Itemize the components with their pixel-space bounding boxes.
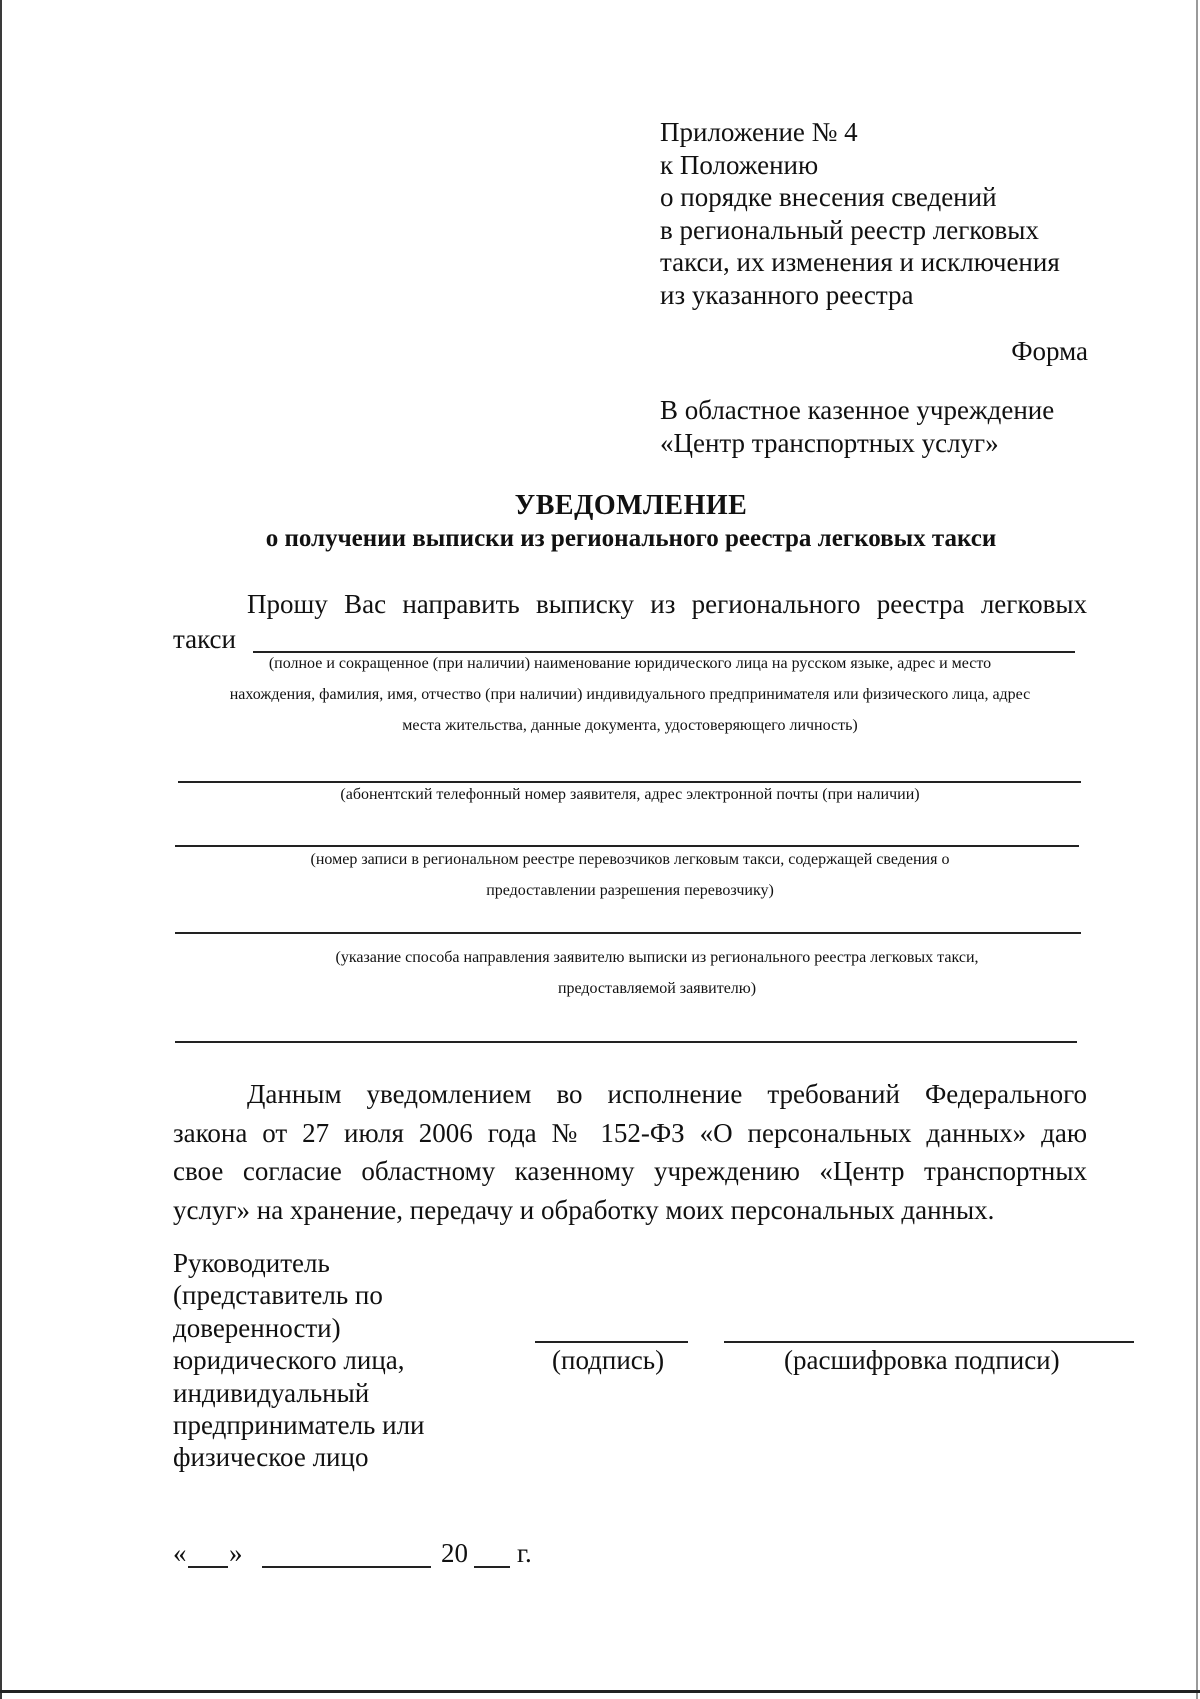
signer-line: (представитель по xyxy=(173,1280,383,1311)
signature-decryption-field-line[interactable] xyxy=(724,1341,1134,1343)
signature-field-line[interactable] xyxy=(535,1341,688,1343)
appendix-line: о порядке внесения сведений xyxy=(660,182,997,212)
hint-line: нахождения, фамилия, имя, отчество (при наличии) индивидуального предпринимателя или физического лица, адрес xyxy=(229,686,1031,703)
date-open-quote: « xyxy=(173,1538,187,1568)
delivery-method-field-hint xyxy=(200,942,1114,1004)
page-edge-left xyxy=(0,0,2,1699)
signer-line: юридического лица, xyxy=(173,1345,405,1376)
page-edge-right xyxy=(1196,0,1198,1699)
registry-record-field-hint xyxy=(173,844,1087,906)
signer-line: Руководитель xyxy=(173,1248,330,1278)
signer-role xyxy=(173,1247,425,1474)
appendix-line: к Положению xyxy=(660,149,819,180)
signer-line: индивидуальный xyxy=(173,1377,370,1408)
applicant-field-hint xyxy=(173,648,1087,741)
document-subtitle: о получении выписки из регионального реестра легковых такси xyxy=(265,525,997,552)
signer-line: предприниматель или xyxy=(173,1410,425,1441)
hint-line: места жительства, данные документа, удостоверяющего личность) xyxy=(402,717,858,734)
additional-field-line[interactable] xyxy=(175,1041,1077,1043)
date-day-field-line[interactable] xyxy=(188,1566,228,1568)
appendix-line: Приложение № 4 xyxy=(660,117,858,147)
hint-line: (указание способа направления заявителю выписки из регионального реестра легковых такси, xyxy=(335,949,979,966)
addressee-line: В областное казенное учреждение xyxy=(660,395,1055,425)
document-title: УВЕДОМЛЕНИЕ xyxy=(514,490,748,521)
appendix-line: в региональный реестр легковых xyxy=(660,214,1039,245)
date-year-field-line[interactable] xyxy=(474,1566,510,1568)
consent-line: свое согласие областному казенному учреждению «Центр транспортных xyxy=(173,1156,1087,1186)
hint-line: предоставлении разрешения перевозчику) xyxy=(486,882,774,899)
hint-line: предоставляемой заявителю) xyxy=(557,980,757,997)
consent-line: закона от 27 июля 2006 года № 152-ФЗ «О персональных данных» даю xyxy=(173,1117,1087,1148)
contact-field-hint xyxy=(173,779,1087,810)
date-month-field-line[interactable] xyxy=(262,1566,431,1568)
form-label: Форма xyxy=(1011,336,1088,366)
consent-paragraph xyxy=(173,1075,1087,1229)
page-edge-bottom xyxy=(0,1690,1200,1693)
delivery-method-field-line[interactable] xyxy=(175,932,1081,934)
request-text-continuation: такси xyxy=(173,624,236,654)
consent-line: услуг» на хранение, передачу и обработку моих персональных данных. xyxy=(173,1194,995,1225)
signature-decryption-caption: (расшифровка подписи) xyxy=(784,1345,1060,1375)
date-year-suffix: г. xyxy=(517,1538,532,1568)
hint-line: (абонентский телефонный номер заявителя, адрес электронной почты (при наличии) xyxy=(340,786,920,803)
hint-line: (номер записи в региональном реестре перевозчиков легковым такси, содержащей сведения о xyxy=(310,851,950,868)
signer-line: физическое лицо xyxy=(173,1442,369,1473)
addressee-block xyxy=(660,394,1054,459)
hint-line: (полное и сокращенное (при наличии) наименование юридического лица на русском языке, адрес и место xyxy=(268,655,992,672)
signature-caption: (подпись) xyxy=(552,1345,665,1375)
date-close-quote: » xyxy=(229,1538,243,1568)
appendix-line: такси, их изменения и исключения xyxy=(660,247,1060,277)
date-year-prefix: 20 xyxy=(441,1538,468,1568)
request-text: Прошу Вас направить выписку из регионального реестра легковых xyxy=(247,589,1087,619)
appendix-line: из указанного реестра xyxy=(660,279,914,310)
addressee-line: «Центр транспортных услуг» xyxy=(660,427,999,458)
appendix-header xyxy=(660,116,1060,311)
signer-line: доверенности) xyxy=(173,1312,341,1343)
consent-line: Данным уведомлением во исполнение требований Федерального xyxy=(247,1079,1087,1109)
